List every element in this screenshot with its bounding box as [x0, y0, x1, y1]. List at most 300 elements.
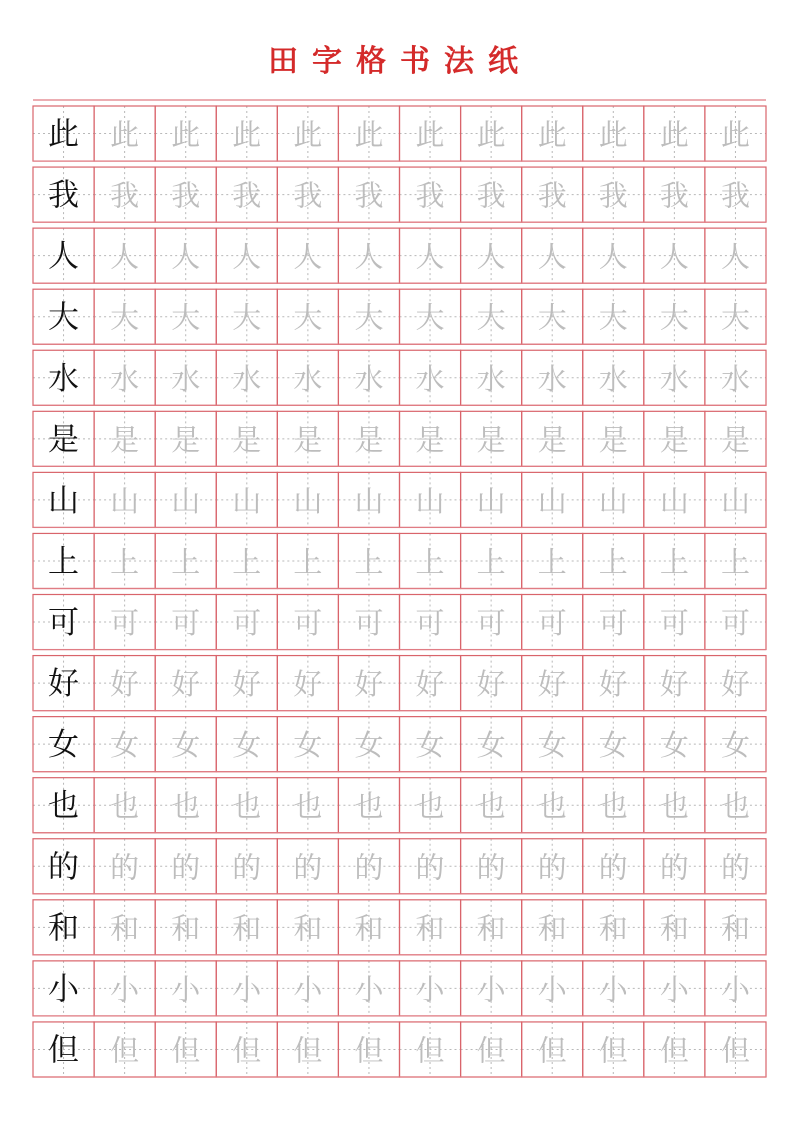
trace-cell	[94, 350, 155, 405]
trace-cell	[338, 167, 399, 222]
trace-character: 的	[232, 850, 262, 885]
model-cell	[33, 106, 94, 161]
trace-cell	[705, 411, 766, 466]
trace-cell	[338, 839, 399, 894]
trace-cell	[400, 350, 461, 405]
trace-character: 水	[720, 361, 750, 396]
trace-cell	[277, 472, 338, 527]
trace-character: 可	[537, 606, 567, 641]
trace-character: 女	[293, 728, 323, 763]
trace-cell	[583, 228, 644, 283]
trace-character: 可	[720, 606, 750, 641]
trace-character: 小	[415, 972, 445, 1007]
trace-cell	[277, 106, 338, 161]
trace-character: 人	[171, 239, 201, 274]
trace-cell	[94, 533, 155, 588]
trace-cell	[155, 411, 216, 466]
trace-character: 是	[659, 422, 689, 457]
trace-character: 小	[110, 972, 140, 1007]
trace-cell	[644, 350, 705, 405]
trace-character: 我	[537, 178, 567, 213]
trace-character: 水	[171, 361, 201, 396]
trace-character: 和	[354, 911, 384, 946]
trace-cell	[461, 167, 522, 222]
model-character: 也	[48, 788, 80, 825]
trace-cell	[216, 1022, 277, 1077]
trace-cell	[522, 1022, 583, 1077]
trace-character: 的	[293, 850, 323, 885]
trace-cell	[338, 900, 399, 955]
trace-character: 此	[354, 117, 384, 152]
trace-cell	[522, 839, 583, 894]
trace-character: 山	[598, 483, 628, 518]
trace-cell	[216, 106, 277, 161]
trace-character: 此	[293, 117, 323, 152]
model-cell	[33, 961, 94, 1016]
trace-character: 是	[598, 422, 628, 457]
trace-character: 和	[110, 911, 140, 946]
trace-character: 水	[354, 361, 384, 396]
trace-character: 也	[354, 789, 384, 824]
trace-character: 上	[110, 544, 140, 579]
model-cell	[33, 656, 94, 711]
trace-character: 也	[659, 789, 689, 824]
trace-character: 人	[232, 239, 262, 274]
trace-cell	[155, 717, 216, 772]
trace-character: 小	[354, 972, 384, 1007]
trace-character: 是	[232, 422, 262, 457]
trace-cell	[461, 595, 522, 650]
trace-cell	[155, 656, 216, 711]
trace-cell	[705, 717, 766, 772]
trace-cell	[705, 228, 766, 283]
trace-cell	[277, 533, 338, 588]
trace-cell	[705, 106, 766, 161]
trace-character: 女	[720, 728, 750, 763]
trace-cell	[338, 350, 399, 405]
trace-cell	[461, 656, 522, 711]
trace-cell	[461, 717, 522, 772]
trace-character: 但	[293, 1033, 323, 1068]
trace-character: 大	[659, 300, 689, 335]
trace-cell	[522, 228, 583, 283]
trace-cell	[216, 961, 277, 1016]
trace-character: 女	[476, 728, 506, 763]
model-character: 好	[48, 666, 80, 703]
trace-cell	[216, 289, 277, 344]
model-character: 可	[48, 605, 80, 642]
trace-cell	[583, 1022, 644, 1077]
trace-cell	[583, 167, 644, 222]
trace-character: 是	[293, 422, 323, 457]
trace-character: 也	[171, 789, 201, 824]
model-character: 的	[48, 849, 80, 886]
trace-character: 女	[110, 728, 140, 763]
trace-character: 上	[476, 544, 506, 579]
trace-cell	[644, 778, 705, 833]
trace-cell	[94, 106, 155, 161]
trace-cell	[461, 900, 522, 955]
trace-cell	[94, 717, 155, 772]
trace-cell	[277, 411, 338, 466]
trace-cell	[216, 167, 277, 222]
trace-character: 我	[415, 178, 445, 213]
trace-cell	[583, 289, 644, 344]
trace-cell	[94, 900, 155, 955]
trace-character: 但	[415, 1033, 445, 1068]
trace-character: 和	[598, 911, 628, 946]
trace-cell	[522, 472, 583, 527]
trace-character: 好	[537, 667, 567, 702]
trace-character: 上	[171, 544, 201, 579]
model-cell	[33, 778, 94, 833]
model-character: 大	[48, 299, 80, 336]
trace-cell	[155, 900, 216, 955]
model-character: 此	[48, 116, 80, 153]
model-cell	[33, 1022, 94, 1077]
trace-character: 我	[476, 178, 506, 213]
trace-cell	[216, 228, 277, 283]
trace-character: 人	[110, 239, 140, 274]
trace-cell	[155, 1022, 216, 1077]
model-character: 我	[48, 177, 80, 214]
trace-cell	[277, 717, 338, 772]
trace-character: 上	[659, 544, 689, 579]
trace-cell	[705, 900, 766, 955]
trace-character: 水	[598, 361, 628, 396]
trace-character: 女	[659, 728, 689, 763]
trace-cell	[644, 533, 705, 588]
trace-cell	[705, 778, 766, 833]
trace-character: 我	[171, 178, 201, 213]
trace-cell	[400, 533, 461, 588]
trace-character: 是	[171, 422, 201, 457]
trace-cell	[644, 595, 705, 650]
trace-character: 也	[415, 789, 445, 824]
trace-cell	[583, 961, 644, 1016]
trace-cell	[277, 350, 338, 405]
trace-cell	[400, 595, 461, 650]
trace-character: 我	[659, 178, 689, 213]
trace-cell	[522, 167, 583, 222]
trace-cell	[583, 533, 644, 588]
model-cell	[33, 900, 94, 955]
model-cell	[33, 533, 94, 588]
trace-character: 但	[232, 1033, 262, 1068]
trace-character: 但	[598, 1033, 628, 1068]
trace-character: 但	[720, 1033, 750, 1068]
trace-character: 也	[598, 789, 628, 824]
trace-character: 此	[537, 117, 567, 152]
trace-character: 山	[720, 483, 750, 518]
trace-cell	[644, 167, 705, 222]
trace-cell	[277, 839, 338, 894]
trace-cell	[400, 411, 461, 466]
trace-cell	[644, 900, 705, 955]
trace-character: 的	[415, 850, 445, 885]
trace-cell	[461, 289, 522, 344]
trace-character: 人	[720, 239, 750, 274]
model-character: 水	[48, 360, 80, 397]
trace-cell	[461, 472, 522, 527]
trace-character: 水	[659, 361, 689, 396]
model-cell	[33, 472, 94, 527]
trace-character: 此	[415, 117, 445, 152]
page-title: 田字格书法纸	[268, 44, 532, 79]
trace-cell	[155, 106, 216, 161]
trace-cell	[583, 411, 644, 466]
trace-character: 此	[110, 117, 140, 152]
trace-character: 人	[537, 239, 567, 274]
trace-cell	[155, 839, 216, 894]
trace-character: 好	[110, 667, 140, 702]
trace-cell	[400, 106, 461, 161]
trace-cell	[216, 595, 277, 650]
model-character: 上	[48, 543, 80, 580]
trace-character: 和	[415, 911, 445, 946]
trace-character: 女	[354, 728, 384, 763]
trace-character: 上	[537, 544, 567, 579]
trace-character: 我	[293, 178, 323, 213]
trace-character: 大	[598, 300, 628, 335]
trace-character: 但	[537, 1033, 567, 1068]
trace-cell	[400, 228, 461, 283]
trace-character: 和	[720, 911, 750, 946]
trace-character: 的	[476, 850, 506, 885]
trace-cell	[155, 472, 216, 527]
trace-cell	[216, 656, 277, 711]
trace-character: 大	[110, 300, 140, 335]
trace-character: 人	[415, 239, 445, 274]
trace-character: 好	[720, 667, 750, 702]
trace-character: 人	[659, 239, 689, 274]
trace-character: 可	[659, 606, 689, 641]
trace-character: 小	[598, 972, 628, 1007]
trace-cell	[583, 350, 644, 405]
trace-cell	[400, 289, 461, 344]
trace-cell	[94, 1022, 155, 1077]
trace-character: 此	[659, 117, 689, 152]
trace-character: 大	[293, 300, 323, 335]
model-character: 人	[48, 238, 80, 275]
trace-character: 和	[171, 911, 201, 946]
trace-character: 上	[415, 544, 445, 579]
trace-character: 小	[537, 972, 567, 1007]
trace-cell	[216, 778, 277, 833]
trace-cell	[644, 106, 705, 161]
trace-cell	[94, 411, 155, 466]
trace-character: 此	[232, 117, 262, 152]
trace-character: 但	[354, 1033, 384, 1068]
trace-cell	[705, 961, 766, 1016]
trace-character: 山	[354, 483, 384, 518]
trace-character: 可	[110, 606, 140, 641]
trace-character: 好	[598, 667, 628, 702]
trace-character: 人	[598, 239, 628, 274]
trace-character: 可	[232, 606, 262, 641]
model-character: 小	[48, 971, 80, 1008]
trace-character: 山	[232, 483, 262, 518]
trace-character: 但	[659, 1033, 689, 1068]
trace-cell	[94, 167, 155, 222]
trace-cell	[338, 595, 399, 650]
trace-character: 水	[415, 361, 445, 396]
trace-cell	[583, 106, 644, 161]
trace-cell	[705, 595, 766, 650]
trace-character: 大	[415, 300, 445, 335]
trace-character: 小	[293, 972, 323, 1007]
trace-cell	[94, 289, 155, 344]
trace-cell	[94, 228, 155, 283]
trace-cell	[522, 717, 583, 772]
trace-cell	[461, 106, 522, 161]
trace-cell	[644, 472, 705, 527]
trace-character: 水	[293, 361, 323, 396]
trace-character: 也	[476, 789, 506, 824]
trace-cell	[522, 656, 583, 711]
trace-character: 此	[598, 117, 628, 152]
trace-cell	[216, 900, 277, 955]
trace-cell	[461, 533, 522, 588]
trace-character: 大	[476, 300, 506, 335]
trace-character: 的	[598, 850, 628, 885]
trace-cell	[216, 411, 277, 466]
trace-character: 上	[720, 544, 750, 579]
trace-cell	[338, 656, 399, 711]
trace-cell	[216, 839, 277, 894]
trace-cell	[522, 961, 583, 1016]
model-cell	[33, 595, 94, 650]
trace-cell	[461, 839, 522, 894]
trace-character: 好	[415, 667, 445, 702]
trace-cell	[461, 228, 522, 283]
trace-character: 的	[720, 850, 750, 885]
trace-cell	[155, 778, 216, 833]
trace-character: 是	[537, 422, 567, 457]
trace-character: 可	[415, 606, 445, 641]
trace-cell	[155, 961, 216, 1016]
trace-character: 和	[293, 911, 323, 946]
trace-cell	[338, 1022, 399, 1077]
trace-cell	[705, 289, 766, 344]
trace-cell	[338, 717, 399, 772]
trace-character: 也	[720, 789, 750, 824]
trace-cell	[94, 595, 155, 650]
trace-cell	[522, 350, 583, 405]
trace-character: 大	[720, 300, 750, 335]
trace-character: 的	[537, 850, 567, 885]
trace-character: 人	[476, 239, 506, 274]
trace-cell	[155, 533, 216, 588]
trace-character: 此	[720, 117, 750, 152]
trace-cell	[583, 717, 644, 772]
model-character: 是	[48, 421, 80, 458]
model-character: 但	[48, 1032, 80, 1069]
trace-character: 山	[537, 483, 567, 518]
trace-cell	[277, 228, 338, 283]
trace-character: 好	[354, 667, 384, 702]
trace-character: 小	[171, 972, 201, 1007]
trace-cell	[338, 961, 399, 1016]
trace-character: 和	[476, 911, 506, 946]
trace-character: 我	[354, 178, 384, 213]
trace-character: 也	[293, 789, 323, 824]
trace-cell	[461, 350, 522, 405]
trace-cell	[583, 472, 644, 527]
trace-character: 上	[598, 544, 628, 579]
trace-character: 女	[598, 728, 628, 763]
trace-cell	[400, 656, 461, 711]
trace-cell	[216, 717, 277, 772]
model-character: 女	[48, 727, 80, 764]
trace-cell	[338, 289, 399, 344]
trace-character: 女	[232, 728, 262, 763]
trace-cell	[94, 839, 155, 894]
trace-cell	[522, 106, 583, 161]
trace-character: 上	[354, 544, 384, 579]
trace-character: 此	[476, 117, 506, 152]
trace-cell	[583, 900, 644, 955]
trace-cell	[155, 228, 216, 283]
trace-cell	[461, 778, 522, 833]
trace-cell	[644, 961, 705, 1016]
trace-cell	[644, 656, 705, 711]
trace-character: 我	[720, 178, 750, 213]
trace-cell	[338, 533, 399, 588]
trace-cell	[277, 1022, 338, 1077]
trace-character: 是	[476, 422, 506, 457]
trace-character: 也	[110, 789, 140, 824]
trace-cell	[155, 350, 216, 405]
trace-cell	[705, 656, 766, 711]
trace-cell	[216, 350, 277, 405]
trace-character: 山	[110, 483, 140, 518]
trace-cell	[400, 717, 461, 772]
trace-cell	[522, 595, 583, 650]
trace-cell	[338, 106, 399, 161]
trace-character: 人	[354, 239, 384, 274]
trace-character: 好	[659, 667, 689, 702]
trace-character: 水	[537, 361, 567, 396]
trace-cell	[277, 961, 338, 1016]
trace-cell	[705, 533, 766, 588]
trace-character: 好	[171, 667, 201, 702]
trace-character: 的	[659, 850, 689, 885]
trace-character: 上	[232, 544, 262, 579]
trace-character: 但	[110, 1033, 140, 1068]
trace-cell	[583, 778, 644, 833]
trace-cell	[277, 595, 338, 650]
trace-character: 和	[232, 911, 262, 946]
trace-character: 可	[354, 606, 384, 641]
trace-cell	[400, 1022, 461, 1077]
trace-cell	[216, 472, 277, 527]
trace-cell	[400, 472, 461, 527]
trace-character: 可	[293, 606, 323, 641]
trace-character: 山	[171, 483, 201, 518]
trace-cell	[94, 656, 155, 711]
trace-cell	[216, 533, 277, 588]
trace-character: 人	[293, 239, 323, 274]
trace-cell	[94, 778, 155, 833]
trace-cell	[155, 595, 216, 650]
trace-cell	[338, 228, 399, 283]
trace-character: 我	[598, 178, 628, 213]
trace-cell	[400, 778, 461, 833]
trace-character: 大	[232, 300, 262, 335]
trace-character: 好	[293, 667, 323, 702]
trace-character: 但	[171, 1033, 201, 1068]
